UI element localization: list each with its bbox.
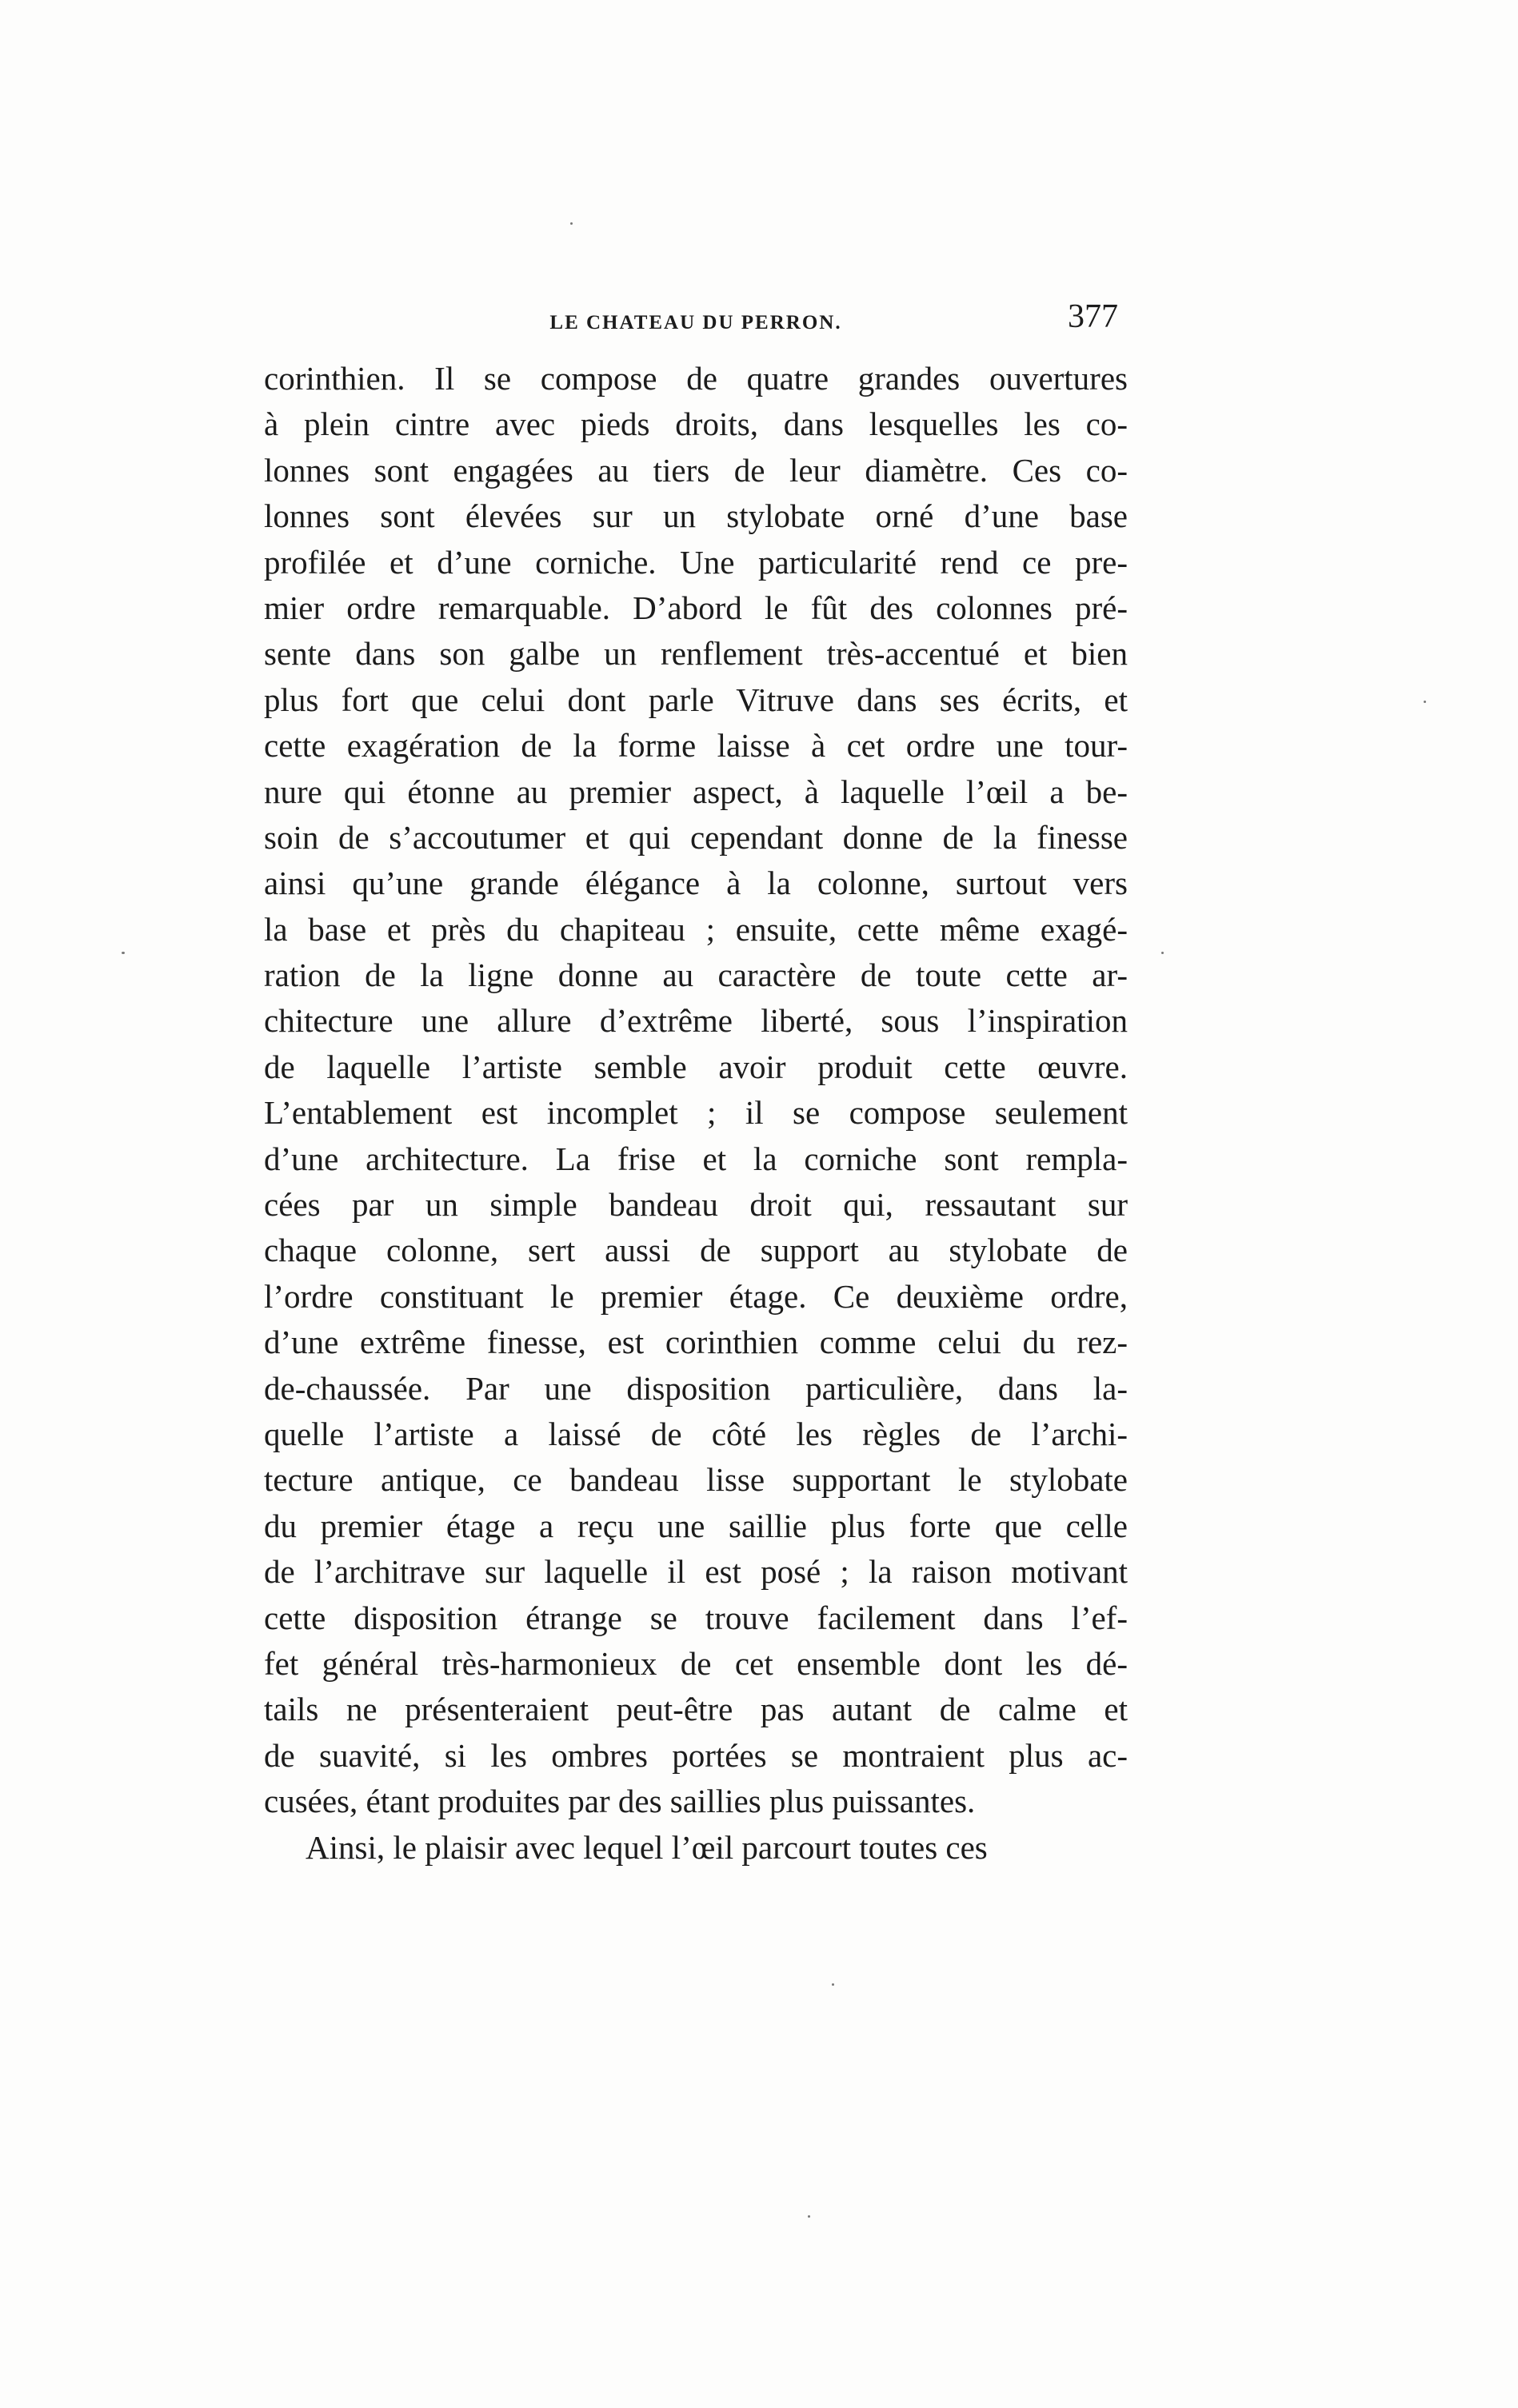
text-line: tecture antique, ce bandeau lisse supportant le stylobate [264,1461,1128,1499]
text-line: soin de s’accoutumer et qui cependant donne de la finesse [264,818,1128,856]
text-line: Ainsi, le plaisir avec lequel l’œil parcourt toutes ces [306,1828,988,1866]
text-line: de-chaussée. Par une disposition particulière, dans la- [264,1369,1128,1407]
text-line: L’entablement est incomplet ; il se compose seulement [264,1094,1128,1132]
text-line: profilée et d’une corniche. Une particularité rend ce pre- [264,543,1128,581]
text-line: ainsi qu’une grande élégance à la colonne, surtout vers [264,865,1128,902]
text-line: la base et près du chapiteau ; ensuite, cette même exagé- [264,910,1128,948]
scan-speck [1424,701,1426,703]
scan-speck [832,1983,834,1986]
text-line: lonnes sont élevées sur un stylobate orné d’une base [264,497,1128,535]
text-line: ration de la ligne donne au caractère de toute cette ar- [264,956,1128,994]
scan-speck [570,222,573,225]
text-line: du premier étage a reçu une saillie plus forte que celle [264,1507,1128,1544]
text-line: de suavité, si les ombres portées se montraient plus ac- [264,1736,1128,1774]
running-head [264,298,1128,345]
text-line: l’ordre constituant le premier étage. Ce deuxième ordre, [264,1277,1128,1315]
scan-speck [808,2215,810,2218]
scan-speck [1161,952,1164,954]
text-line: cette exagération de la forme laisse à cet ordre une tour- [264,727,1128,765]
text-line: sente dans son galbe un renflement très-accentué et bien [264,635,1128,673]
text-line: cette disposition étrange se trouve facilement dans l’ef- [264,1599,1128,1636]
text-line: à plein cintre avec pieds droits, dans lesquelles les co- [264,405,1128,443]
scan-speck [122,952,125,954]
text-line: de l’architrave sur laquelle il est posé ; la raison motivant [264,1553,1128,1591]
text-line: fet général très-harmonieux de cet ensemble dont les dé- [264,1644,1128,1682]
text-line: d’une extrême finesse, est corinthien comme celui du rez- [264,1324,1128,1361]
text-line: cusées, étant produites par des saillies plus puissantes. [264,1783,976,1820]
text-line: quelle l’artiste a laissé de côté les règles de l’archi- [264,1415,1128,1452]
text-line: d’une architecture. La frise et la corniche sont rempla- [264,1140,1128,1177]
text-line: tails ne présenteraient peut-être pas autant de calme et [264,1691,1128,1728]
page-number: 377 [1068,298,1118,335]
text-line: mier ordre remarquable. D’abord le fût des colonnes pré- [264,589,1128,626]
running-title: LE CHATEAU DU PERRON. [549,312,842,333]
text-line: corinthien. Il se compose de quatre grandes ouvertures [264,360,1128,397]
body-text [264,356,1128,1871]
text-line: chaque colonne, sert aussi de support au stylobate de [264,1232,1128,1269]
text-line: chitecture une allure d’extrême liberté, sous l’inspiration [264,1002,1128,1040]
text-line: nure qui étonne au premier aspect, à laquelle l’œil a be- [264,773,1128,810]
text-line: lonnes sont engagées au tiers de leur diamètre. Ces co- [264,451,1128,489]
text-line: cées par un simple bandeau droit qui, ressautant sur [264,1186,1128,1224]
text-line: plus fort que celui dont parle Vitruve dans ses écrits, et [264,681,1128,718]
text-line: de laquelle l’artiste semble avoir produit cette œuvre. [264,1048,1128,1085]
